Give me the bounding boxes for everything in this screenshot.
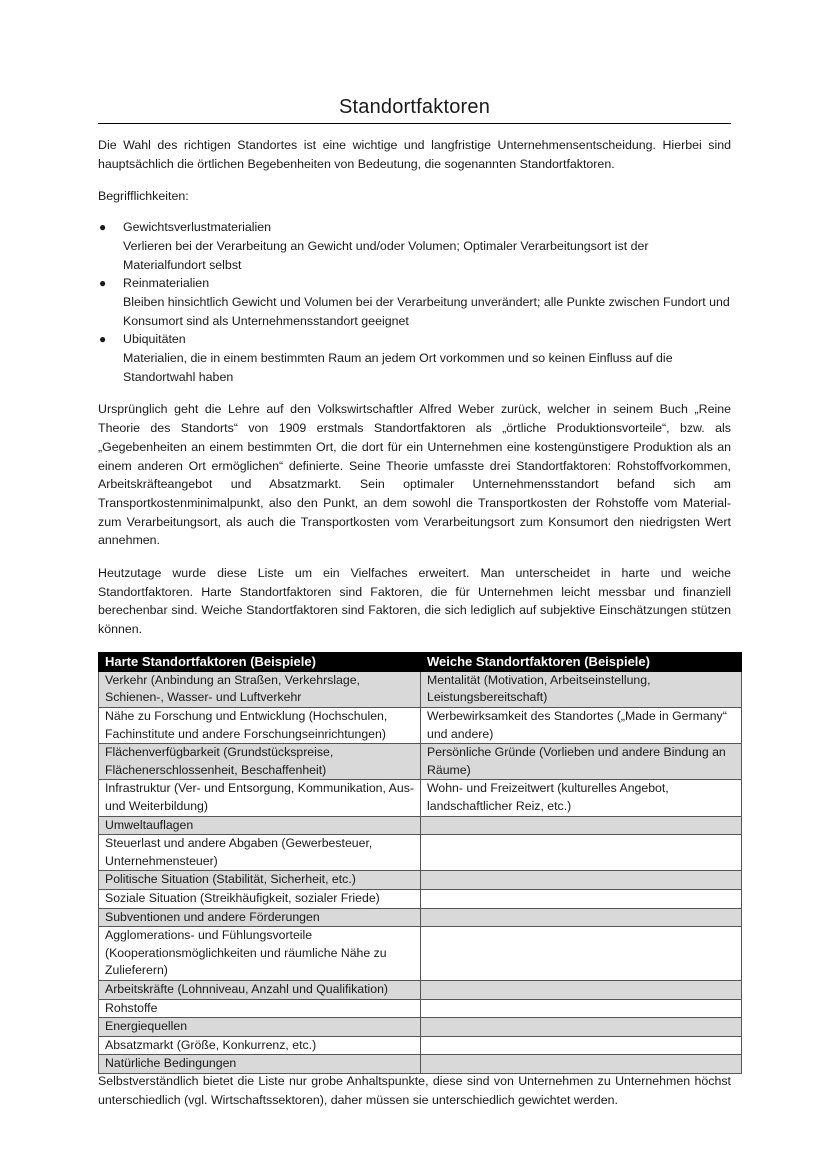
list-item [98, 274, 731, 330]
list-item [98, 218, 731, 274]
soft-factor-cell [421, 1036, 742, 1055]
term-definition: Verlieren bei der Verarbeitung an Gewicht und/oder Volumen; Optimaler Verarbeitungsort ist der Materialfundort selbst [123, 238, 649, 272]
today-paragraph: Heutzutage wurde diese Liste um ein Vielfaches erweitert. Man unterscheidet in harte und weiche Standortfaktoren. Harte Standortfaktoren sind Faktoren, die für Unternehmen leicht messbar und finanziell berechenbar sind. Weiche Standortfaktoren sind Faktoren, die sich lediglich auf subjektive Einschätzungen stützen können. [98, 566, 731, 637]
terms-list [98, 218, 731, 386]
hard-factor-cell: Soziale Situation (Streikhäufigkeit, sozialer Friede) [99, 890, 421, 909]
hard-factor-cell: Politische Situation (Stabilität, Sicherheit, etc.) [99, 871, 421, 890]
header-soft-factors: Weiche Standortfaktoren (Beispiele) [421, 652, 742, 671]
hard-factor-cell: Arbeitskräfte (Lohnniveau, Anzahl und Qualifikation) [99, 980, 421, 999]
table-row [99, 708, 742, 744]
bullet-icon: ● [99, 220, 107, 235]
bullet-icon: ● [99, 276, 107, 291]
intro-paragraph: Die Wahl des richtigen Standortes ist eine wichtige und langfristige Unternehmensentscheidung. Hierbei sind hauptsächlich die örtlichen Begebenheiten von Bedeutung, die sogenannten Standortfaktoren. [98, 138, 731, 171]
soft-factor-cell [421, 999, 742, 1018]
weber-paragraph: Ursprünglich geht die Lehre auf den Volkswirtschaftler Alfred Weber zurück, welcher in seinem Buch „Reine Theorie des Standorts“ von 1909 erstmals Standortfaktoren als „örtliche Produktionsvorteile“, bzw. als „Gegebenheiten an einem bestimmten Ort, die dort für ein Unternehmen eine kostengünstigere Produktion als an einem anderen Ort ermöglichen“ definierte. Seine Theorie umfasste drei Standortfaktoren: Rohstoffvorkommen, Arbeitskräfteangebot und Absatzmarkt. Sein optimaler Unternehmensstandort befand sich am Transportkostenminimalpunkt, also den Punkt, an dem sowohl die Transportkosten der Rohstoffe vom Material- zum Verarbeitungsort, als auch die Transportkosten vom Verarbeitungsort zum Konsumort den niedrigsten Wert annehmen. [98, 402, 731, 548]
soft-factor-cell: Persönliche Gründe (Vorlieben und andere Bindung an Räume) [421, 744, 742, 780]
hard-factor-cell: Absatzmarkt (Größe, Konkurrenz, etc.) [99, 1036, 421, 1055]
soft-factor-cell [421, 835, 742, 871]
soft-factor-cell [421, 908, 742, 927]
hard-factor-cell: Infrastruktur (Ver- und Entsorgung, Kommunikation, Aus- und Weiterbildung) [99, 780, 421, 816]
hard-factor-cell: Energiequellen [99, 1018, 421, 1037]
soft-factor-cell [421, 927, 742, 981]
table-row [99, 671, 742, 707]
table-row [99, 780, 742, 816]
hard-factor-cell: Agglomerations- und Fühlungsvorteile (Kooperationsmöglichkeiten und räumliche Nähe zu Zulieferern) [99, 927, 421, 981]
factors-table [98, 652, 742, 1074]
document-page [98, 96, 731, 1074]
term-definition: Materialien, die in einem bestimmten Raum an jedem Ort vorkommen und so keinen Einfluss auf die Standortwahl haben [123, 351, 673, 384]
soft-factor-cell: Wohn- und Freizeitwert (kulturelles Angebot, landschaftlicher Reiz, etc.) [421, 780, 742, 816]
table-row [99, 1055, 742, 1074]
hard-factor-cell: Umweltauflagen [99, 816, 421, 835]
term-name: Reinmaterialien [123, 276, 210, 291]
bullet-icon: ● [99, 332, 107, 347]
soft-factor-cell [421, 980, 742, 999]
table-row [99, 871, 742, 890]
table-row [99, 835, 742, 871]
hard-factor-cell: Rohstoffe [99, 999, 421, 1018]
soft-factor-cell [421, 1018, 742, 1037]
soft-factor-cell [421, 816, 742, 835]
list-item [98, 330, 731, 386]
hard-factor-cell: Natürliche Bedingungen [99, 1055, 421, 1074]
term-name: Gewichtsverlustmaterialien [123, 220, 272, 235]
soft-factor-cell [421, 1055, 742, 1074]
hard-factor-cell: Flächenverfügbarkeit (Grundstückspreise, Flächenerschlossenheit, Beschaffenheit) [99, 744, 421, 780]
table-row [99, 816, 742, 835]
header-hard-factors: Harte Standortfaktoren (Beispiele) [99, 652, 421, 671]
hard-factor-cell: Verkehr (Anbindung an Straßen, Verkehrslage, Schienen-, Wasser- und Luftverkehr [99, 671, 421, 707]
page-title: Standortfaktoren [98, 96, 731, 124]
term-name: Ubiquitäten [123, 332, 186, 347]
table-row [99, 1018, 742, 1037]
soft-factor-cell [421, 871, 742, 890]
table-body [99, 671, 742, 1073]
soft-factor-cell: Werbewirksamkeit des Standortes („Made in Germany“ und andere) [421, 708, 742, 744]
soft-factor-cell: Mentalität (Motivation, Arbeitseinstellung, Leistungsbereitschaft) [421, 671, 742, 707]
terms-label: Begrifflichkeiten: [98, 189, 189, 204]
table-row [99, 908, 742, 927]
closing-paragraph: Selbstverständlich bietet die Liste nur grobe Anhaltspunkte, diese sind von Unternehmen zu Unternehmen höchst unterschiedlich (vgl. Wirtschaftssektoren), daher müssen sie unterschiedlich gewichtet werden. [98, 1074, 731, 1107]
table-row [99, 744, 742, 780]
table-row [99, 980, 742, 999]
hard-factor-cell: Subventionen und andere Förderungen [99, 908, 421, 927]
table-row [99, 890, 742, 909]
hard-factor-cell: Nähe zu Forschung und Entwicklung (Hochschulen, Fachinstitute und andere Forschungseinrichtungen) [99, 708, 421, 744]
hard-factor-cell: Steuerlast und andere Abgaben (Gewerbesteuer, Unternehmensteuer) [99, 835, 421, 871]
table-row [99, 999, 742, 1018]
table-header-row [99, 652, 742, 671]
table-row [99, 1036, 742, 1055]
soft-factor-cell [421, 890, 742, 909]
term-definition: Bleiben hinsichtlich Gewicht und Volumen bei der Verarbeitung unverändert; alle Punkte zwischen Fundort und Konsumort sind als Unternehmensstandort geeignet [123, 294, 730, 328]
table-row [99, 927, 742, 981]
